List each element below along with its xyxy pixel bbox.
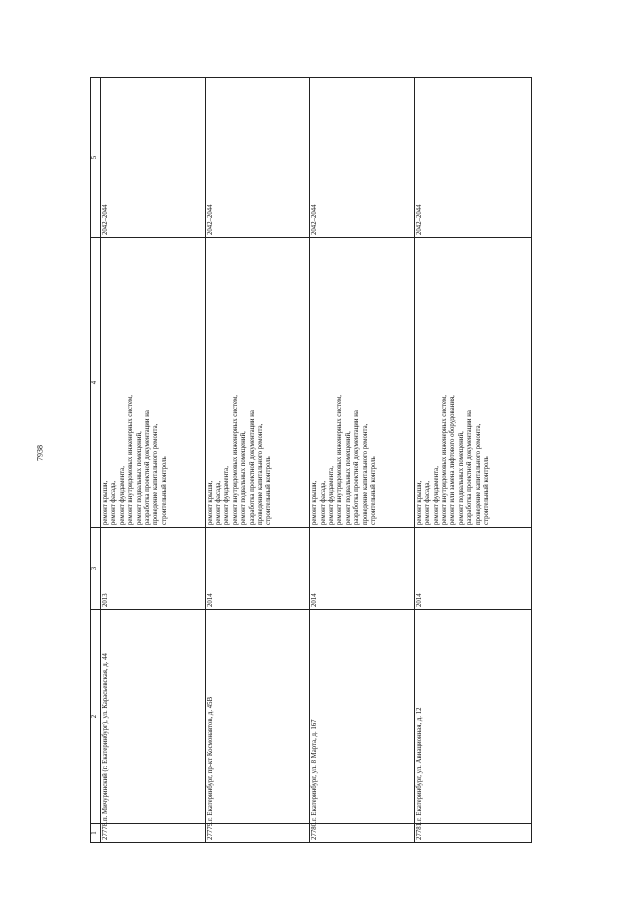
year-cell: 2014 — [205, 528, 310, 610]
works-cell: ремонт крыши, ремонт фасада, ремонт фундамента, ремонт внутридомовых инженерных систем, ремонт подвальных помещений, разработка проектной документации на проведение капитального ремонта, строительный контроль — [310, 238, 415, 528]
rotated-table-container — [90, 78, 532, 843]
header-col-3: 3 — [91, 528, 101, 610]
page-number-text: 7938 — [35, 445, 45, 461]
table-row — [414, 78, 531, 843]
period-cell: 2042–2044 — [414, 78, 531, 238]
header-col-1: 1 — [91, 824, 101, 843]
year-cell: 2014 — [414, 528, 531, 610]
year-cell: 2013 — [101, 528, 206, 610]
header-col-5: 5 — [91, 78, 101, 238]
address-cell: п. Мичуринский (г. Екатеринбург), ул. Карасьевская, д. 44 — [101, 610, 206, 824]
row-number: 27780. — [310, 824, 415, 843]
period-cell: 2042–2044 — [310, 78, 415, 238]
table-row — [310, 78, 415, 843]
row-number: 27779. — [205, 824, 310, 843]
row-number: 27778. — [101, 824, 206, 843]
works-cell: ремонт крыши, ремонт фасада, ремонт фундамента, ремонт внутридомовых инженерных систем, ремонт подвальных помещений, разработка проектной документации на проведение капитального ремонта, строительный контроль — [101, 238, 206, 528]
repair-schedule-table — [90, 77, 532, 843]
header-row — [91, 78, 101, 843]
header-col-2: 2 — [91, 610, 101, 824]
table-row — [101, 78, 206, 843]
year-cell: 2014 — [310, 528, 415, 610]
table-row — [205, 78, 310, 843]
works-cell: ремонт крыши, ремонт фасада, ремонт фундамента, ремонт внутридомовых инженерных систем, ремонт подвальных помещений, разработка проектной документации на проведение капитального ремонта, строительный контроль — [205, 238, 310, 528]
period-cell: 2042–2044 — [101, 78, 206, 238]
period-cell: 2042–2044 — [205, 78, 310, 238]
row-number: 27781. — [414, 824, 531, 843]
header-col-4: 4 — [91, 238, 101, 528]
address-cell: г. Екатеринбург, ул. Авиационная, д. 12 — [414, 610, 531, 824]
address-cell: г. Екатеринбург, ул. 8 Марта, д. 167 — [310, 610, 415, 824]
works-cell: ремонт крыши, ремонт фасада, ремонт фундамента, ремонт внутридомовых инженерных систем, ремонт или замена лифтового оборудования, ремонт подвальных помещений, разработка проектной документации на проведение капитального ремонта, строительный контроль — [414, 238, 531, 528]
address-cell: г. Екатеринбург, пр-кт Космонавтов, д. 45В — [205, 610, 310, 824]
